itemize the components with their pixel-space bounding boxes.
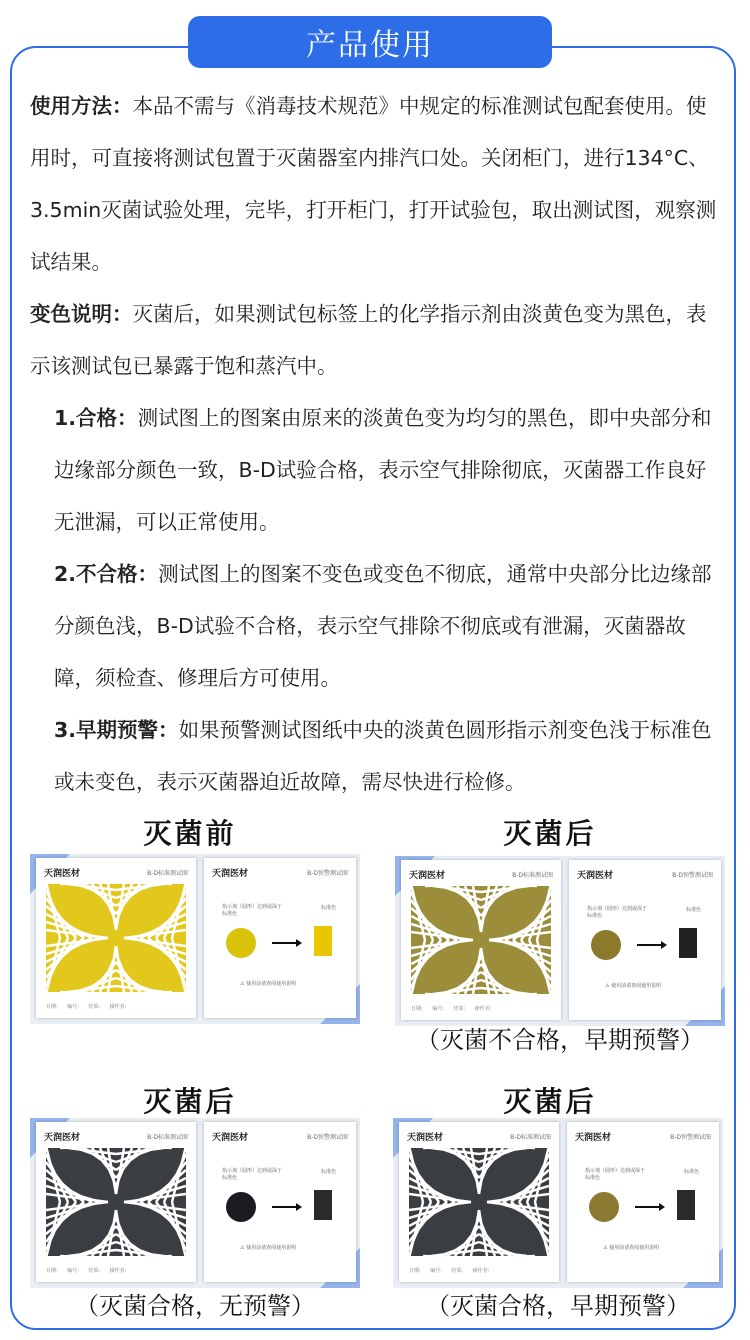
item1-paragraph xyxy=(30,392,726,548)
indicator-hint: 指示剂（圆形）达到或深于标准色 xyxy=(585,1168,646,1181)
section-title-text: 产品使用 xyxy=(306,28,434,63)
caption-after-pass-warning: （灭菌合格，早期预警） xyxy=(426,1292,690,1320)
standard-color-label: 标准色 xyxy=(683,1169,699,1175)
warning-note: ⚠ 使用前请查阅使用说明 xyxy=(603,1245,660,1251)
card-logo: 天润医材 xyxy=(575,1133,612,1143)
indicator-dot xyxy=(226,928,256,958)
panel-title-after-3: 灭菌后 xyxy=(503,1085,597,1118)
arrow-icon xyxy=(272,942,298,944)
card-logo: 天润医材 xyxy=(212,1133,249,1143)
card-logo: 天润医材 xyxy=(44,1133,81,1143)
card-heading: B-D标准测试图 xyxy=(510,1134,551,1141)
color-text: 灭菌后，如果测试包标签上的化学指示剂由淡黄色变为黑色，表示该测试包已暴露于饱和蒸汽中。 xyxy=(30,302,707,378)
color-label: 变色说明： xyxy=(30,302,133,326)
card-logo: 天润医材 xyxy=(409,871,446,881)
card-heading: B-D预警测试图 xyxy=(307,870,348,877)
card-heading: B-D标准测试图 xyxy=(512,872,553,879)
test-photo-after-fail xyxy=(395,856,725,1026)
bd-test-card xyxy=(36,1122,196,1282)
item2-paragraph xyxy=(30,548,726,704)
panel-title-before: 灭菌前 xyxy=(143,817,237,850)
pattern-area xyxy=(46,1148,186,1256)
indicator-dot xyxy=(591,930,621,960)
standard-color-label: 标准色 xyxy=(320,905,336,911)
card-heading: B-D预警测试图 xyxy=(672,872,713,879)
indicator-hint: 指示剂（圆形）达到或深于标准色 xyxy=(222,1168,283,1181)
item1-text: 测试图上的图案由原来的淡黄色变为均匀的黑色，即中央部分和边缘部分颜色一致，B-D试验合格，表示空气排除彻底，灭菌器工作良好无泄漏，可以正常使用。 xyxy=(54,406,712,534)
arrow-icon xyxy=(272,1206,298,1208)
warning-test-card xyxy=(569,860,721,1020)
chevron-pattern xyxy=(46,884,186,992)
instructions-block xyxy=(30,80,726,808)
chevron-pattern xyxy=(46,1148,186,1256)
card-heading: B-D标准测试图 xyxy=(147,1134,188,1141)
caption-after-pass: （灭菌合格，无预警） xyxy=(75,1292,315,1320)
pattern-area xyxy=(409,1148,549,1256)
bd-test-card xyxy=(401,860,561,1020)
usage-text: 本品不需与《消毒技术规范》中规定的标准测试包配套使用。使用时，可直接将测试包置于灭菌器室内排汽口处。关闭柜门，进行134°C、3.5min灭菌试验处理，完毕，打开柜门，打开试验包，取出测试图，观察测试结果。 xyxy=(30,94,717,274)
indicator-hint: 指示剂（圆形）达到或深于标准色 xyxy=(222,904,283,917)
card-logo: 天润医材 xyxy=(44,869,81,879)
card-heading: B-D标准测试图 xyxy=(147,870,188,877)
card-logo: 天润医材 xyxy=(577,871,614,881)
usage-paragraph xyxy=(30,80,726,288)
test-photo-before xyxy=(30,854,360,1024)
pattern-area xyxy=(411,886,551,994)
standard-color-swatch xyxy=(314,1190,332,1220)
bd-test-card xyxy=(36,858,196,1018)
test-photo-after-pass xyxy=(30,1118,360,1288)
item1-label: 1.合格： xyxy=(54,406,138,430)
color-paragraph xyxy=(30,288,726,392)
pattern-area xyxy=(46,884,186,992)
item3-label: 3.早期预警： xyxy=(54,718,179,742)
caption-after-fail: （灭菌不合格，早期预警） xyxy=(416,1026,704,1054)
panel-title-after-2: 灭菌后 xyxy=(143,1085,237,1118)
card-footer: 日期: 编号: 结果: 操作者: xyxy=(46,1268,127,1274)
test-photo-after-pass-warning xyxy=(393,1118,723,1288)
warning-test-card xyxy=(567,1122,719,1282)
standard-color-swatch xyxy=(677,1190,695,1220)
warning-note: ⚠ 使用前请查阅使用说明 xyxy=(240,1245,297,1251)
arrow-icon xyxy=(635,1206,661,1208)
card-footer: 日期: 编号: 结果: 操作者: xyxy=(411,1006,492,1012)
usage-label: 使用方法： xyxy=(30,94,133,118)
card-footer: 日期: 编号: 结果: 操作者: xyxy=(46,1004,127,1010)
indicator-dot xyxy=(226,1192,256,1222)
standard-color-label: 标准色 xyxy=(320,1169,336,1175)
arrow-icon xyxy=(637,944,663,946)
card-logo: 天润医材 xyxy=(407,1133,444,1143)
warning-note: ⚠ 使用前请查阅使用说明 xyxy=(605,983,662,989)
standard-color-label: 标准色 xyxy=(685,907,701,913)
warning-note: ⚠ 使用前请查阅使用说明 xyxy=(240,981,297,987)
bd-test-card xyxy=(399,1122,559,1282)
standard-color-swatch xyxy=(679,928,697,958)
chevron-pattern xyxy=(411,886,551,994)
indicator-dot xyxy=(589,1192,619,1222)
warning-test-card xyxy=(204,858,356,1018)
card-heading: B-D预警测试图 xyxy=(670,1134,711,1141)
standard-color-swatch xyxy=(314,926,332,956)
item3-text: 如果预警测试图纸中央的淡黄色圆形指示剂变色浅于标准色或未变色，表示灭菌器迫近故障，需尽快进行检修。 xyxy=(54,718,712,794)
warning-test-card xyxy=(204,1122,356,1282)
card-logo: 天润医材 xyxy=(212,869,249,879)
section-title xyxy=(188,16,552,68)
chevron-pattern xyxy=(409,1148,549,1256)
item3-paragraph xyxy=(30,704,726,808)
indicator-hint: 指示剂（圆形）达到或深于标准色 xyxy=(587,906,648,919)
panel-title-after-1: 灭菌后 xyxy=(503,817,597,850)
card-heading: B-D预警测试图 xyxy=(307,1134,348,1141)
item2-text: 测试图上的图案不变色或变色不彻底，通常中央部分比边缘部分颜色浅，B-D试验不合格，表示空气排除不彻底或有泄漏，灭菌器故障，须检查、修理后方可使用。 xyxy=(54,562,712,690)
card-footer: 日期: 编号: 结果: 操作者: xyxy=(409,1268,490,1274)
item2-label: 2.不合格： xyxy=(54,562,159,586)
